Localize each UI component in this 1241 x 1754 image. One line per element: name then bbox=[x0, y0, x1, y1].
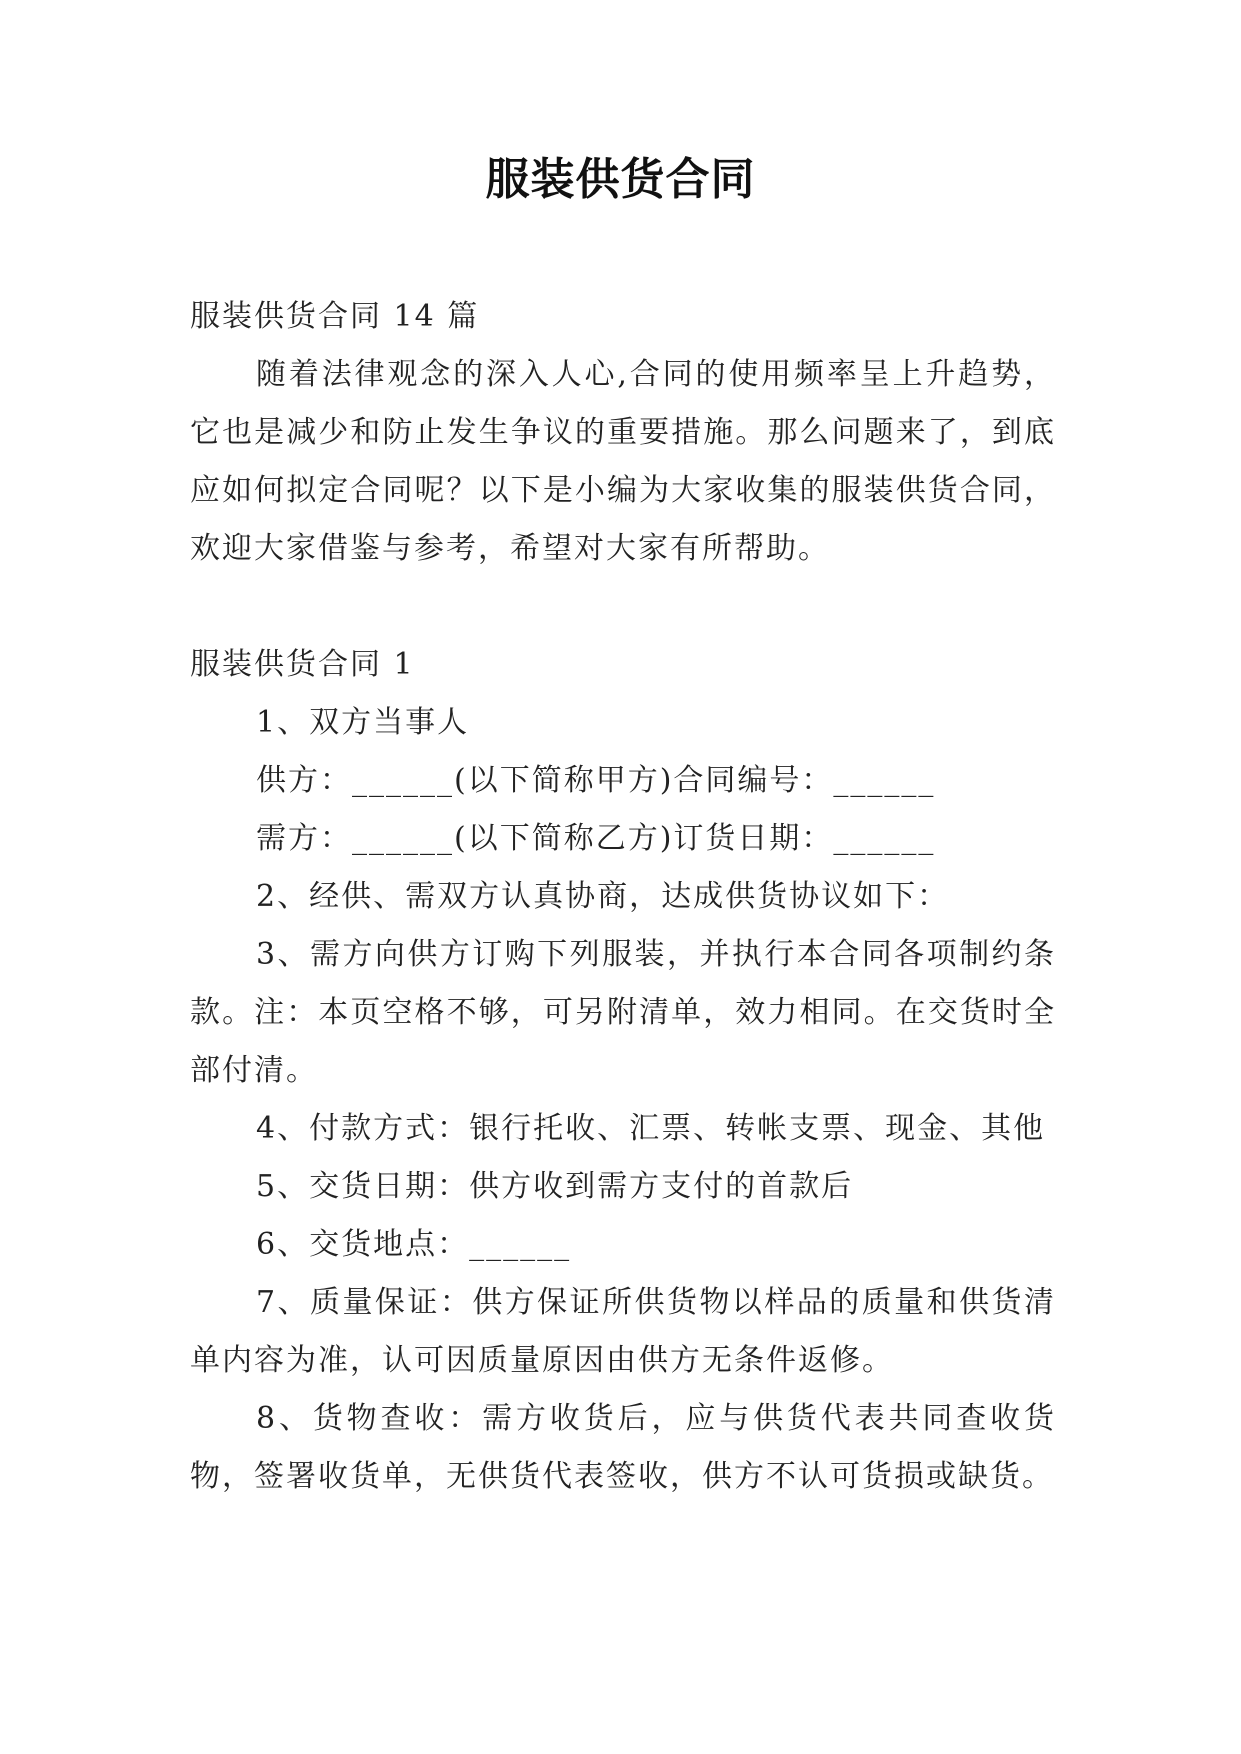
clause-inspection: 8、货物查收：需方收货后，应与供货代表共同查收货物，签署收货单，无供货代表签收，供方不认可货损或缺货。 bbox=[190, 1401, 1056, 1494]
clause-quality: 7、质量保证：供方保证所供货物以样品的质量和供货清单内容为准，认可因质量原因由供方无条件返修。 bbox=[190, 1285, 1056, 1378]
intro-paragraph: 随着法律观念的深入人心,合同的使用频率呈上升趋势，它也是减少和防止发生争议的重要措施。那么问题来了，到底应如何拟定合同呢？以下是小编为大家收集的服装供货合同，欢迎大家借鉴与参考，希望对大家有所帮助。 bbox=[190, 357, 1056, 566]
document-body bbox=[190, 288, 1056, 1506]
spacer bbox=[190, 578, 1056, 636]
collection-subtitle: 服装供货合同 14 篇 bbox=[190, 299, 480, 334]
section-heading: 服装供货合同 1 bbox=[190, 647, 415, 682]
clause-delivery-date: 5、交货日期：供方收到需方支付的首款后 bbox=[256, 1169, 854, 1204]
clause-agreement: 2、经供、需双方认真协商，达成供货协议如下： bbox=[256, 879, 950, 914]
clause-payment: 4、付款方式：银行托收、汇票、转帐支票、现金、其他 bbox=[256, 1111, 1046, 1146]
document-title: 服装供货合同 bbox=[485, 154, 756, 205]
clause-order: 3、需方向供方订购下列服装，并执行本合同各项制约条款。注：本页空格不够，可另附清单，效力相同。在交货时全部付清。 bbox=[190, 937, 1056, 1088]
clause-parties: 1、双方当事人 bbox=[256, 705, 470, 740]
clause-delivery-place: 6、交货地点：______ bbox=[256, 1227, 572, 1262]
clause-supplier: 供方：______(以下简称甲方)合同编号：______ bbox=[256, 763, 936, 798]
clause-buyer: 需方：______(以下简称乙方)订货日期：______ bbox=[256, 821, 936, 856]
